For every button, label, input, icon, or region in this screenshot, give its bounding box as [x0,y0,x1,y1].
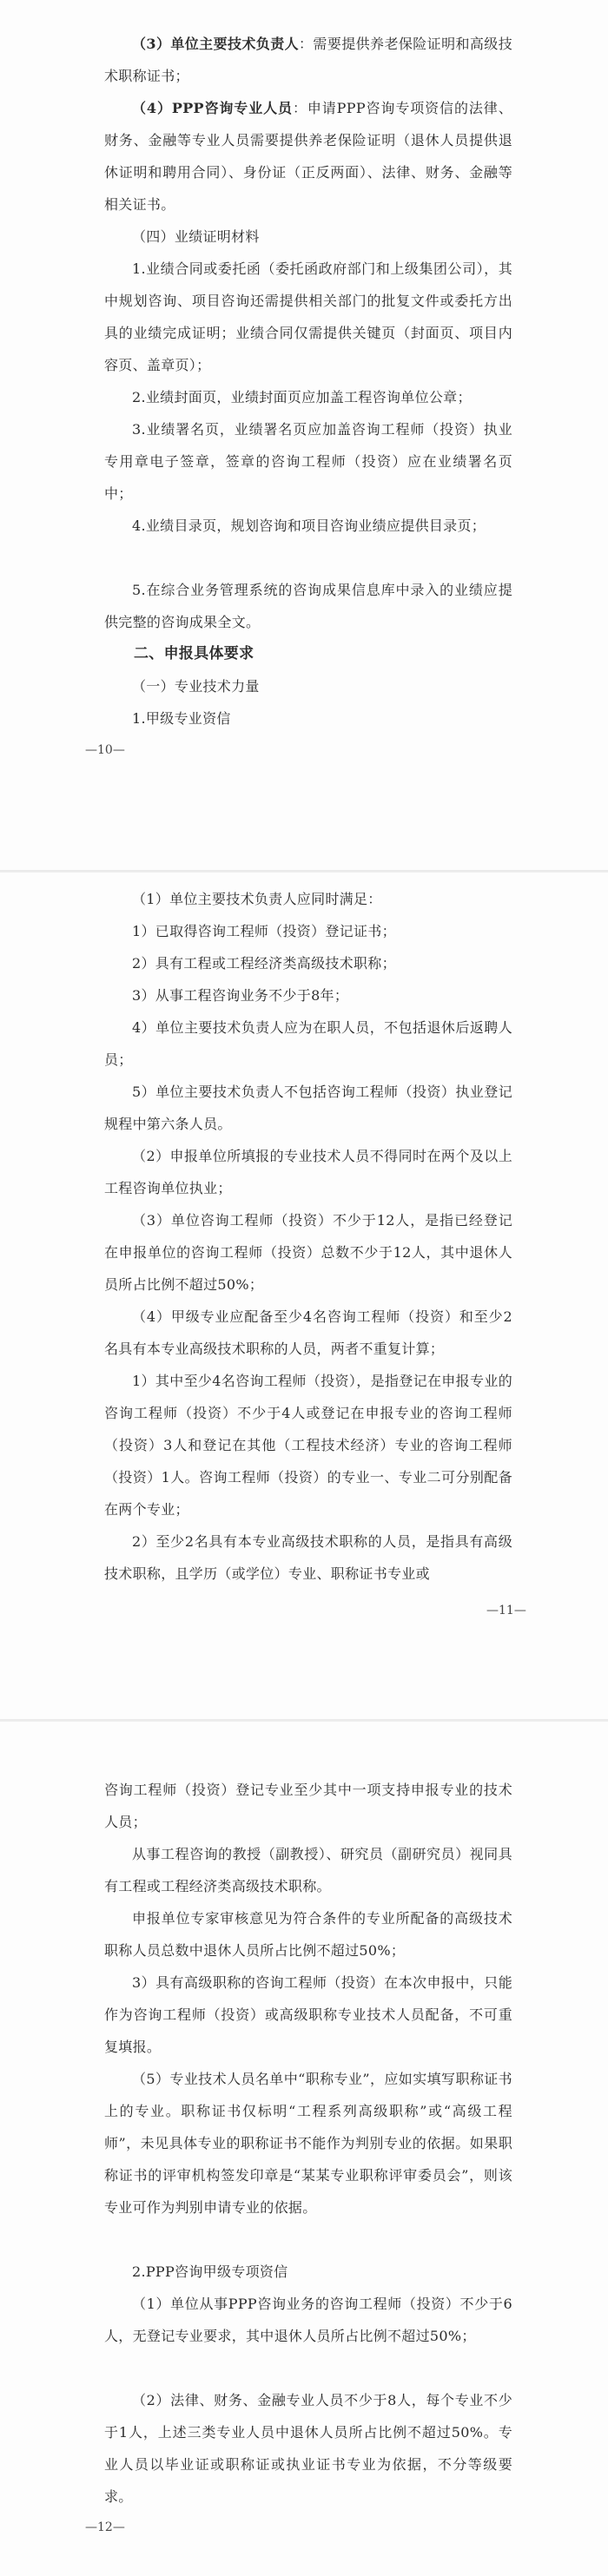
paragraph: 3）具有高级职称的咨询工程师（投资）在本次申报中，只能作为咨询工程师（投资）或高级职称专业技术人员配备，不可重复填报。 [104,1974,512,2055]
paragraph [104,510,512,542]
paragraph: （5）专业技术人员名单中“职称专业”，应如实填写职称证书上的专业。职称证书仅标明“工程系列高级职称”或“高级工程师”，未见具体专业的职称证书不能作为判别专业的依据。如果职称证书的评审机构签发印章是“某某专业职称评审委员会”，则该专业可作为判别申请专业的依据。 [104,2071,512,2216]
paragraph: （2）申报单位所填报的专业技术人员不得同时在两个及以上工程咨询单位执业； [104,1148,512,1196]
page-number: —10— [85,743,125,757]
paragraph-text: 4.业绩目录页，规划咨询和项目咨询业绩应提供目录页； [132,517,486,534]
paragraph [104,253,512,381]
paragraph [104,413,512,510]
paragraph-lead: （3）单位主要技术负责人 [132,36,300,52]
paragraph [104,574,512,638]
paragraph [104,221,512,253]
paragraph-text: ：申请PPP咨询专项资信的法律、财务、金融等专业人员需要提供养老保险证明（退休人员提供退休证明和聘用合同）、身份证（正反两面）、法律、财务、金融等相关证书。 [104,100,512,213]
paragraph: 2.PPP咨询甲级专项资信 [132,2263,288,2280]
page-number: —11— [486,1604,526,1617]
paragraph: （1）单位主要技术负责人应同时满足： [132,891,382,907]
paragraph [104,381,512,413]
paragraph: 1）其中至少4名咨询工程师（投资），是指登记在申报专业的咨询工程师（投资）不少于4人或登记在申报专业的咨询工程师（投资）3人和登记在其他（工程技术经济）专业的咨询工程师（投资）1人。咨询工程师（投资）的专业一、专业二可分别配备在两个专业； [104,1373,512,1518]
paragraph-lead: （4）PPP咨询专业人员 [132,100,293,116]
paragraph: （1）单位从事PPP咨询业务的咨询工程师（投资）不少于6人，无登记专业要求，其中退休人员所占比例不超过50%； [104,2296,512,2344]
paragraph: 咨询工程师（投资）登记专业至少其中一项支持申报专业的技术人员； [104,1782,512,1830]
paragraph-text: （四）业绩证明材料 [132,228,260,245]
paragraph-text: ：需要提供养老保险证明和高级技术职称证书； [104,36,512,84]
paragraph: （3）单位咨询工程师（投资）不少于12人，是指已经登记在申报单位的咨询工程师（投资）总数不少于12人，其中退休人员所占比例不超过50%； [104,1212,512,1293]
document-page-10 [0,0,608,873]
page-number: —12— [85,2520,125,2534]
paragraph: 5）单位主要技术负责人不包括咨询工程师（投资）执业登记规程中第六条人员。 [104,1084,512,1132]
paragraph-text: 3.业绩署名页，业绩署名页应加盖咨询工程师（投资）执业专用章电子签章，签章的咨询工程师（投资）应在业绩署名页中； [104,421,512,502]
paragraph: 申报单位专家审核意见为符合条件的专业所配备的高级技术职称人员总数中退休人员所占比例不超过50%； [104,1910,512,1959]
paragraph-text: 5.在综合业务管理系统的咨询成果信息库中录入的业绩应提供完整的咨询成果全文。 [104,582,512,630]
section-heading: 二、申报具体要求 [134,645,254,662]
paragraph-text: 2.业绩封面页，业绩封面页应加盖工程咨询单位公章； [132,389,472,405]
paragraph: 3）从事工程咨询业务不少于8年； [132,987,349,1004]
paragraph: 2）至少2名具有本专业高级技术职称的人员，是指具有高级技术职称，且学历（或学位）专业、职称证书专业或 [104,1533,512,1582]
document-page-12 [0,1722,608,2576]
paragraph [104,92,512,221]
paragraph: 4）单位主要技术负责人应为在职人员，不包括退休后返聘人员； [104,1019,512,1068]
document-page-11 [0,873,608,1722]
paragraph: 2）具有工程或工程经济类高级技术职称； [132,955,396,972]
paragraph-text: 1.业绩合同或委托函（委托函政府部门和上级集团公司），其中规划咨询、项目咨询还需提供相关部门的批复文件或委托方出具的业绩完成证明；业绩合同仅需提供关键页（封面页、项目内容页、盖章页）； [104,260,512,373]
sub-heading: 1.甲级专业资信 [132,710,231,727]
sub-heading: （一）专业技术力量 [132,678,260,695]
paragraph: （4）甲级专业应配备至少4名咨询工程师（投资）和至少2名具有本专业高级技术职称的人员，两者不重复计算； [104,1308,512,1357]
paragraph: 1）已取得咨询工程师（投资）登记证书； [132,923,396,939]
paragraph: （2）法律、财务、金融专业人员不少于8人，每个专业不少于1人，上述三类专业人员中退休人员所占比例不超过50%。专业人员以毕业证或职称证或执业证书专业为依据，不分等级要求。 [104,2392,512,2505]
paragraph: 从事工程咨询的教授（副教授）、研究员（副研究员）视同具有工程或工程经济类高级技术职称。 [104,1846,512,1894]
paragraph [104,28,512,92]
